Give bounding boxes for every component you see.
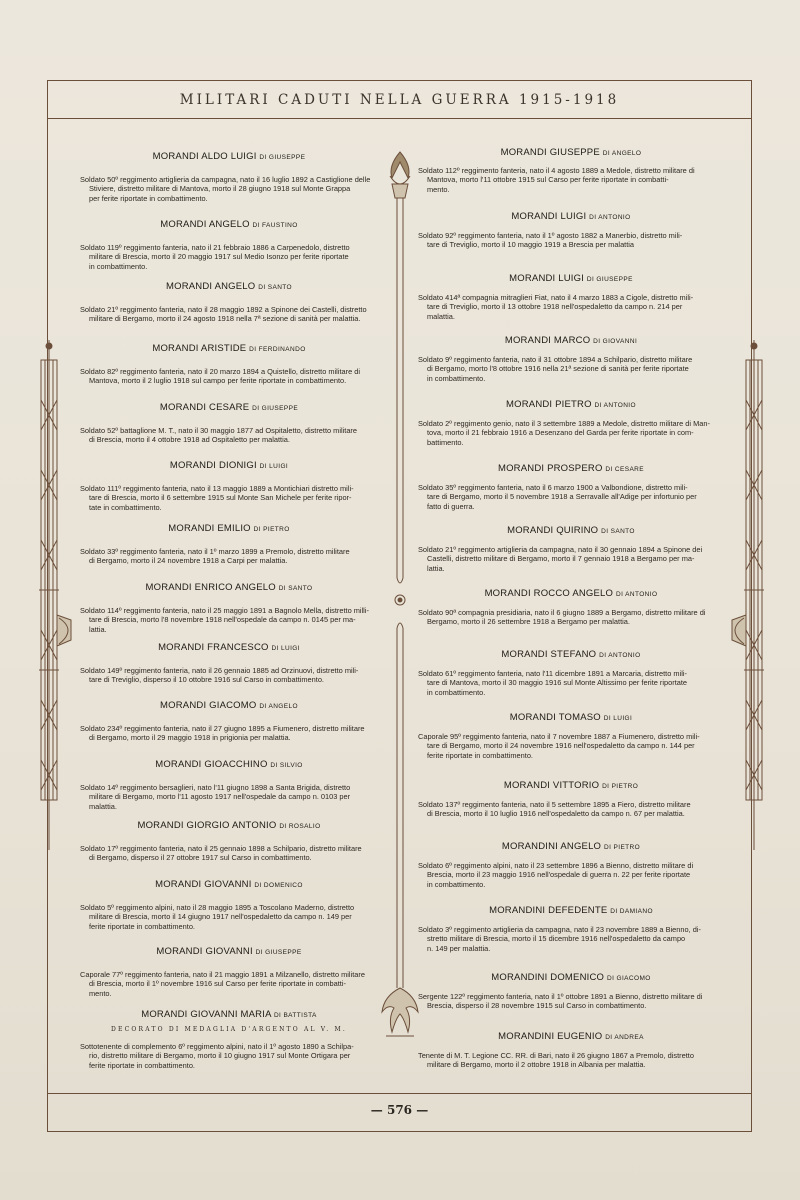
entry-name: MORANDI PIETRO DI ANTONIO <box>506 399 636 410</box>
list-item <box>80 460 378 512</box>
fasces-icon-left <box>37 340 83 855</box>
fasces-icon-right <box>722 340 768 855</box>
list-item <box>80 151 378 203</box>
entry-description: Soldato 137º reggimento fanteria, nato il 5 settembre 1895 a Fiero, distretto militare di Brescia, morto il 10 luglio 1916 nell'ospedaletto da campo n. 67 per malattia. <box>418 800 691 819</box>
entry-description: Soldato 414ª compagnia mitraglieri Fiat, nato il 4 marzo 1883 a Cigole, distretto mili- tare di Treviglio, morto il 13 ottobre 1918 nell'ospedaletto da campo n. 214 per malattia. <box>418 293 694 321</box>
entry-description: Soldato 50º reggimento artiglieria da campagna, nato il 16 luglio 1892 a Castiglione delle Stiviere, distretto militare di Mantova, morto il 28 giugno 1918 sul Monte Grappa per ferite riportate in combattimento. <box>80 175 371 203</box>
entry-description: Soldato 92º reggimento fanteria, nato il 1º agosto 1882 a Manerbio, distretto mili- tare di Treviglio, morto il 10 maggio 1919 a Brescia per malattia <box>418 231 683 250</box>
entry-name: MORANDI GIOACCHINO DI SILVIO <box>155 759 303 770</box>
entry-name: MORANDI ARISTIDE DI FERDINANDO <box>152 343 306 354</box>
entry-description: Caporale 77º reggimento fanteria, nato il 21 maggio 1891 a Milzanello, distretto militare di Brescia, morto il 1º novembre 1916 sul Carso per ferite riportate in combatti- mento. <box>80 970 365 998</box>
entry-description: Soldato 21º reggimento artiglieria da campagna, nato il 30 gennaio 1894 a Spinone dei Castelli, distretto militare di Bergamo, morto il 7 gennaio 1918 a Bergamo per ma- lattia. <box>418 545 703 573</box>
entry-name: MORANDI GIACOMO DI ANGELO <box>160 700 298 711</box>
entry-description: Soldato 17º reggimento fanteria, nato il 25 gennaio 1898 a Schilpario, distretto militare di Bergamo, disperso il 27 ottobre 1917 sul Carso in combattimento. <box>80 844 362 863</box>
list-item <box>418 211 724 250</box>
entry-description: Soldato 35º reggimento fanteria, nato il 6 marzo 1900 a Valbondione, distretto mili- tare di Bergamo, morto il 5 novembre 1918 a Serravalle all'Adige per infortunio per fatto di guerra. <box>418 483 697 511</box>
entry-name: MORANDI ROCCO ANGELO DI ANTONIO <box>484 588 658 599</box>
list-item <box>418 712 724 760</box>
list-item <box>418 335 724 383</box>
list-item <box>80 582 378 634</box>
list-item <box>418 780 724 819</box>
entry-name: MORANDI GIOVANNI DI GIUSEPPE <box>156 946 302 957</box>
entry-name: MORANDI ENRICO ANGELO DI SANTO <box>145 582 313 593</box>
entry-description: Tenente di M. T. Legione CC. RR. di Bari, nato il 26 giugno 1867 a Premolo, distretto militare di Bergamo, morto il 2 ottobre 1918 in Albania per malattia. <box>418 1051 694 1070</box>
entry-name: MORANDI QUIRINO DI SANTO <box>507 525 635 536</box>
list-item <box>418 649 724 697</box>
entry-name: MORANDI LUIGI DI ANTONIO <box>511 211 631 222</box>
list-item <box>80 946 378 998</box>
entry-name: MORANDI GIOVANNI DI DOMENICO <box>155 879 303 890</box>
entry-name: MORANDI FRANCESCO DI LUIGI <box>158 642 300 653</box>
list-item <box>418 905 724 953</box>
list-item <box>80 642 378 685</box>
list-item <box>80 281 378 324</box>
entry-name: MORANDI GIORGIO ANTONIO DI ROSALIO <box>137 820 321 831</box>
list-item <box>80 820 378 863</box>
entry-description: Soldato 6º reggimento alpini, nato il 23 settembre 1896 a Bienno, distretto militare di Brescia, morto il 23 maggio 1916 nell'ospedale di guerra n. 22 per ferite riportate in combattimento. <box>418 861 694 889</box>
entry-name: MORANDI STEFANO DI ANTONIO <box>501 649 641 660</box>
list-item <box>418 588 724 627</box>
entry-description: Soldato 3º reggimento artiglieria da campagna, nato il 23 novembre 1889 a Bienno, di- stretto militare di Brescia, morto il 15 dicembre 1916 nell'ospedaletto da campo n. 149 per malattia. <box>418 925 701 953</box>
entry-description: Sottotenente di complemento 6º reggimento alpini, nato il 1º agosto 1890 a Schilpa- rio, distretto militare di Bergamo, morto il 10 giugno 1917 sul Monte Ortigara per ferite riportate in combattimento. <box>80 1042 354 1070</box>
entry-description: Soldato 114º reggimento fanteria, nato il 25 maggio 1891 a Bagnolo Mella, distretto milli- tare di Brescia, morto l'8 novembre 1918 nell'ospedale da campo n. 0145 per ma- lattia. <box>80 606 369 634</box>
entry-description: Sergente 122º reggimento fanteria, nato il 1º ottobre 1891 a Bienno, distretto militare di Brescia, disperso il 28 novembre 1915 sul Carso in combattimento. <box>418 992 703 1011</box>
entry-description: Soldato 5º reggimento alpini, nato il 28 maggio 1895 a Toscolano Maderno, distretto militare di Brescia, morto il 14 giugno 1917 nell'ospedaletto da campo n. 149 per ferite riportate in combattimento. <box>80 903 355 931</box>
entry-description: Soldato 112º reggimento fanteria, nato il 4 agosto 1889 a Medole, distretto militare di Mantova, morto l'11 ottobre 1915 sul Carso per ferite riportate in combatti- mento. <box>418 166 695 194</box>
entry-name: MORANDINI EUGENIO DI ANDREA <box>498 1031 644 1042</box>
entry-description: Soldato 61º reggimento fanteria, nato l'11 dicembre 1891 a Marcaria, distretto mili- tare di Mantova, morto il 30 maggio 1916 sul Monte Altissimo per ferite riportate in combattimento. <box>418 669 688 697</box>
entry-name: MORANDINI DOMENICO DI GIACOMO <box>491 972 651 983</box>
list-item <box>418 273 724 321</box>
list-item <box>80 523 378 566</box>
entry-description: Caporale 95º reggimento fanteria, nato il 7 novembre 1887 a Fiumenero, distretto mili- tare di Bergamo, morto il 24 novembre 1916 nell'ospedaletto da campo n. 144 per ferite riportate in combattimento. <box>418 732 700 760</box>
list-item <box>418 399 724 447</box>
entry-description: Soldato 33º reggimento fanteria, nato il 1º marzo 1899 a Premolo, distretto militare di Bergamo, morto il 24 novembre 1918 a Carpi per malattia. <box>80 547 350 566</box>
page-header <box>48 81 751 119</box>
entry-description: Soldato 14º reggimento bersaglieri, nato l'11 giugno 1898 a Santa Brigida, distretto militare di Bergamo, morto l'11 agosto 1917 nell'ospedale da campo n. 0103 per malattia. <box>80 783 351 811</box>
list-item <box>418 841 724 889</box>
entry-name: MORANDI VITTORIO DI PIETRO <box>503 780 639 791</box>
entry-name: MORANDINI DEFEDENTE DI DAMIANO <box>489 905 653 916</box>
entry-name: MORANDI ANGELO DI FAUSTINO <box>160 219 298 230</box>
list-item <box>80 700 378 743</box>
list-item <box>418 147 724 194</box>
footer-divider <box>48 1093 751 1094</box>
page-title: MILITARI CADUTI NELLA GUERRA 1915-1918 <box>179 91 620 108</box>
torch-column-icon <box>378 148 422 1043</box>
list-item <box>418 972 724 1011</box>
entry-name: MORANDI MARCO DI GIOVANNI <box>504 335 638 346</box>
decoration-note: DECORATO DI MEDAGLIA D'ARGENTO AL V. M. <box>111 1026 347 1033</box>
entry-description: Soldato 234º reggimento fanteria, nato il 27 giugno 1895 a Fiumenero, distretto militare di Bergamo, morto il 29 maggio 1918 in prigionia per malattia. <box>80 724 365 743</box>
entry-name: MORANDI ALDO LUIGI DI GIUSEPPE <box>152 151 306 162</box>
entry-name: MORANDINI ANGELO DI PIETRO <box>501 841 641 852</box>
list-item <box>80 759 378 811</box>
list-item <box>80 343 378 386</box>
list-item <box>418 525 724 573</box>
entry-description: Soldato 119º reggimento fanteria, nato il 21 febbraio 1886 a Carpenedolo, distretto militare di Brescia, morto il 20 maggio 1917 sul Medio Isonzo per ferite riportate in combattimento. <box>80 243 350 271</box>
list-item <box>80 1009 378 1070</box>
entry-name: MORANDI GIUSEPPE DI ANGELO <box>500 147 642 158</box>
entry-description: Soldato 2º reggimento genio, nato il 3 settembre 1889 a Medole, distretto militare di Man- tova, morto il 21 febbraio 1916 a Desenzano del Garda per ferite riportate in com- battimento. <box>418 419 710 447</box>
list-item <box>80 879 378 931</box>
entry-name: MORANDI GIOVANNI MARIA DI BATTISTA <box>141 1009 317 1020</box>
entry-description: Soldato 9º reggimento fanteria, nato il 31 ottobre 1894 a Schilpario, distretto militare di Bergamo, morto l'8 ottobre 1916 nella 21ª sezione di sanità per ferite riportate in combattimento. <box>418 355 693 383</box>
entry-name: MORANDI CESARE DI GIUSEPPE <box>159 402 299 413</box>
entry-description: Soldato 82º reggimento fanteria, nato il 20 marzo 1894 a Quistello, distretto militare di Mantova, morto il 2 luglio 1918 sul campo per ferite riportate in combattimento. <box>80 367 360 386</box>
list-item <box>80 402 378 445</box>
entry-name: MORANDI DIONIGI DI LUIGI <box>169 460 289 471</box>
entry-description: Soldato 149º reggimento fanteria, nato il 26 gennaio 1885 ad Orzinuovi, distretto mili- tare di Treviglio, disperso il 10 ottobre 1916 sul Carso in combattimento. <box>80 666 359 685</box>
list-item <box>418 463 724 511</box>
entry-description: Soldato 111º reggimento fanteria, nato il 13 maggio 1889 a Montichiari distretto mili- tare di Brescia, morto il 6 settembre 1915 sul Monte San Michele per ferite ripor- tate in combattimento. <box>80 484 354 512</box>
list-item <box>80 219 378 271</box>
page-number: — 576 — <box>370 1103 429 1117</box>
entry-name: MORANDI EMILIO DI PIETRO <box>168 523 290 534</box>
list-item <box>418 1031 724 1070</box>
entry-name: MORANDI ANGELO DI SANTO <box>166 281 292 292</box>
entry-description: Soldato 90ª compagnia presidiaria, nato il 6 giugno 1889 a Bergamo, distretto militare di Bergamo, morto il 26 settembre 1918 a Bergamo per malattia. <box>418 608 706 627</box>
entry-name: MORANDI LUIGI DI GIUSEPPE <box>509 273 633 284</box>
entry-description: Soldato 52º battaglione M. T., nato il 30 maggio 1877 ad Ospitaletto, distretto militare di Brescia, morto il 4 ottobre 1918 ad Ospitaletto per malattia. <box>80 426 357 445</box>
entry-name: MORANDI PROSPERO DI CESARE <box>497 463 645 474</box>
entry-name: MORANDI TOMASO DI LUIGI <box>509 712 633 723</box>
entry-description: Soldato 21º reggimento fanteria, nato il 28 maggio 1892 a Spinone dei Castelli, distretto militare di Bergamo, morto il 24 agosto 1918 nella 7ª sezione di sanità per malattia. <box>80 305 367 324</box>
